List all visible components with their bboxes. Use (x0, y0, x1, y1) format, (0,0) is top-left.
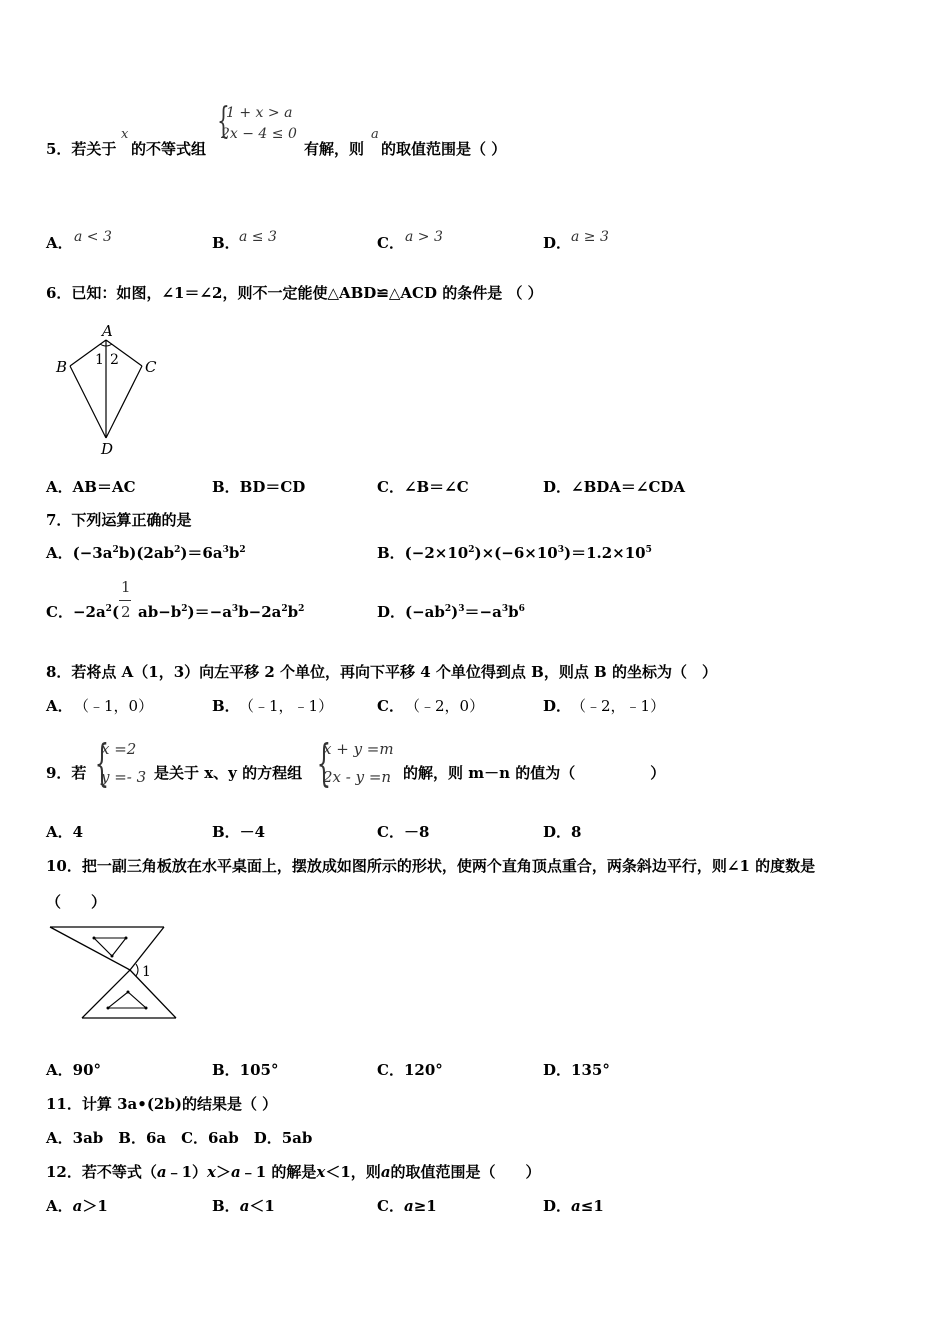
q6-segment-bd (70, 366, 106, 438)
q12-var-a: a (156, 1163, 167, 1181)
q8-option-a-text: （﹣1，0） (74, 697, 154, 715)
q12-option-c-var: a (403, 1197, 414, 1215)
q6-option-d[interactable]: D．∠BDA＝∠CDA (543, 478, 686, 496)
q5-ineq-2: 2x − 4 ≤ 0 (221, 126, 297, 142)
q8-option-a-label: A． (46, 697, 73, 715)
q9-sys1-line-2: y =- 3 (101, 768, 147, 786)
q10-lower-triangle-board (82, 970, 176, 1018)
q7-option-d[interactable]: D．$(-ab^2)^3=-a^3b^6$ (377, 603, 525, 621)
q12-stem-a: 12．若不等式（ (46, 1163, 157, 1181)
q12-stem-d: 的取值范围是（ ） (390, 1163, 541, 1181)
q10-triangle-figure (46, 922, 186, 1026)
q9-system-1-brace: { (94, 734, 110, 792)
q5-var-x: x (121, 127, 129, 142)
q5-option-c-math: a > 3 (405, 229, 443, 245)
q5-option-c-label: C． (377, 234, 404, 252)
q12-option-c-label: C． (377, 1197, 404, 1215)
q5-option-b-math: a ≤ 3 (239, 229, 277, 245)
q12-option-d-rel: ≤1 (580, 1197, 604, 1215)
q5-option-a-math: a < 3 (74, 229, 112, 245)
q8-option-b-label: B． (212, 697, 240, 715)
q5-stem-b: 的不等式组 (131, 140, 207, 158)
q12-option-d-label: D． (543, 1197, 572, 1215)
q7-option-b[interactable]: B．$(-2\times 10^2)\times(-6\times 10^3)=1.2\times 10^5$ (377, 544, 652, 562)
q12-option-d[interactable] (543, 1199, 604, 1214)
q12-option-c-rel: ≥1 (413, 1197, 437, 1215)
q12-option-c[interactable] (377, 1199, 437, 1214)
q12-option-a-rel: ＞1 (82, 1197, 108, 1215)
q12-option-b[interactable] (212, 1199, 275, 1214)
q10-option-b[interactable]: B．105° (212, 1061, 279, 1079)
q6-segment-cd (106, 366, 142, 438)
q9-system-2-brace: { (316, 734, 332, 792)
q9-sys2-line-2: 2x - y =n (323, 768, 392, 786)
q5-stem-a: 5．若关于 (46, 140, 117, 158)
q12-option-b-var: a (239, 1197, 250, 1215)
q11-options-line[interactable]: A．3ab B．6a C．6ab D．5ab (46, 1129, 313, 1147)
q10-option-d[interactable]: D．135° (543, 1061, 610, 1079)
q6-option-a[interactable]: A．AB＝AC (46, 478, 136, 496)
q12-option-a[interactable] (46, 1199, 108, 1214)
q8-stem: 8．若将点 A（1，3）向左平移 2 个单位，再向下平移 4 个单位得到点 B，则点 B 的坐标为（ ） (46, 663, 717, 681)
q10-paren: （ ） (46, 893, 107, 911)
q9-option-d[interactable]: D．8 (543, 823, 582, 841)
q7-frac-bar (119, 600, 131, 601)
q6-angle-2-label: 2 (110, 352, 119, 368)
q12-option-b-label: B． (212, 1197, 240, 1215)
q10-option-a[interactable]: A．90° (46, 1061, 102, 1079)
q5-stem-d: 的取值范围是（ ） (381, 140, 507, 158)
q12-option-a-label: A． (46, 1197, 73, 1215)
q8-option-d-text: （﹣2，﹣1） (571, 697, 666, 715)
q5-option-d-label: D． (543, 234, 572, 252)
q6-label-d: D (101, 440, 114, 458)
q7-stem: 7．下列运算正确的是 (46, 511, 192, 529)
q6-stem: 6．已知：如图，∠1＝∠2，则不一定能使△ABD≌△ACD 的条件是 （ ） (46, 284, 543, 302)
q7-option-a[interactable]: A．$(-3a^2b)(2ab^2)=6a^3b^2$ (46, 544, 246, 562)
q12-var-a-2: a (231, 1163, 241, 1181)
q8-option-d-label: D． (543, 697, 572, 715)
q12-gt: ＞ (216, 1163, 232, 1181)
q6-option-c[interactable]: C．∠B＝∠C (377, 478, 469, 496)
q8-option-c-text: （﹣2，0） (405, 697, 485, 715)
q6-label-c: C (145, 358, 157, 376)
q12-option-a-var: a (72, 1197, 83, 1215)
q8-option-b-text: （﹣1，﹣1） (239, 697, 334, 715)
q6-label-b: B (56, 358, 68, 376)
q12-option-d-var: a (571, 1197, 581, 1215)
q10-option-c[interactable]: C．120° (377, 1061, 443, 1079)
q9-stem-c: 的解，则 m－n 的值为（ ） (403, 764, 666, 782)
q9-option-c[interactable]: C．－8 (377, 823, 430, 841)
q5-var-a: a (371, 127, 379, 142)
q5-ineq-1: 1 + x > a (226, 105, 293, 121)
q7-option-c-part-2: $ab-b^2)=-a^3b-2a^2b^2$ (138, 603, 305, 621)
q12-stem-b: ﹣1 的解是 (240, 1163, 317, 1181)
q5-option-b-label: B． (212, 234, 240, 252)
q9-option-b[interactable]: B．－4 (212, 823, 266, 841)
q6-angle-1-label: 1 (95, 352, 104, 368)
q5-stem-c: 有解，则 (304, 140, 365, 158)
q5-system-brace: { (217, 101, 230, 142)
q8-option-c-label: C． (377, 697, 404, 715)
q12-var-x-2: x (316, 1163, 326, 1181)
q7-frac-numerator: 1 (121, 578, 131, 596)
q9-stem-b: 是关于 x、y 的方程组 (154, 764, 303, 782)
q11-stem: 11．计算 3a•(2b)的结果是（ ） (46, 1095, 278, 1113)
q12-stem-c: ＜1，则 (325, 1163, 381, 1181)
q6-kite-figure (50, 320, 170, 460)
q6-label-a: A (102, 322, 113, 340)
q12-stem-a2: ﹣1） (166, 1163, 208, 1181)
q7-option-c-part-1: C．$-2a^2$( (46, 603, 120, 621)
q5-option-a-label: A． (46, 234, 73, 252)
q10-angle-1-arc (136, 964, 138, 976)
q5-option-d-math: a ≥ 3 (571, 229, 609, 245)
q12-var-x: x (207, 1163, 216, 1181)
q9-sys2-line-1: x + y =m (323, 740, 394, 758)
q7-frac-denominator: 2 (121, 603, 131, 621)
q9-stem-a: 9．若 (46, 764, 87, 782)
q9-sys1-line-1: x =2 (101, 740, 137, 758)
q10-stem: 10．把一副三角板放在水平桌面上，摆放成如图所示的形状，使两个直角顶点重合，两条斜边平行，则∠1 的度数是 (46, 857, 816, 875)
q10-angle-1-label: 1 (142, 964, 151, 980)
q6-option-b[interactable]: B．BD＝CD (212, 478, 306, 496)
q12-stem (46, 1165, 541, 1180)
q12-option-b-rel: ＜1 (249, 1197, 275, 1215)
q9-option-a[interactable]: A．4 (46, 823, 84, 841)
q12-var-a-3: a (380, 1163, 391, 1181)
